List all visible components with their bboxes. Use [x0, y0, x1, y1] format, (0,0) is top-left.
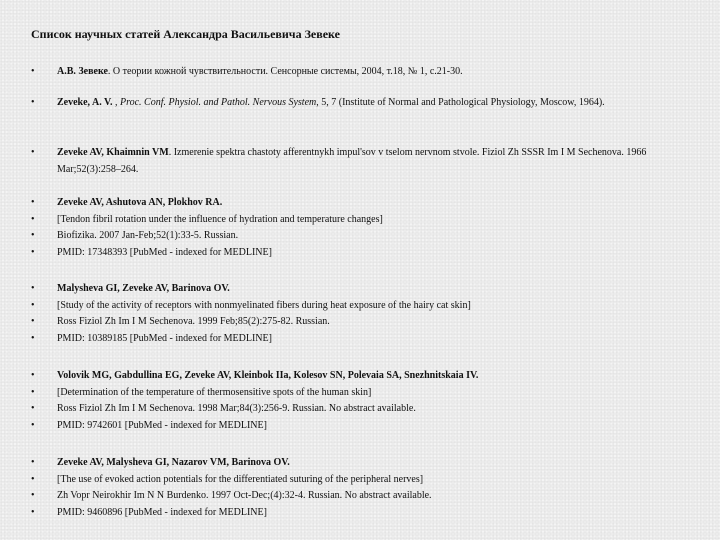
- bullet: •: [31, 490, 35, 501]
- bullet: •: [31, 506, 35, 518]
- list-item: [31, 281, 671, 347]
- article-pmid: PMID: 9460896 [PubMed - indexed for MEDLINE]: [57, 506, 267, 518]
- bullet: •: [31, 403, 35, 414]
- article-authors: Zeveke AV, Ashutova AN, Plokhov RA.: [57, 197, 223, 208]
- article-citation: , 5, 7 (Institute of Normal and Pathological Physiology, Moscow, 1964).: [316, 97, 605, 108]
- bullet: •: [31, 370, 35, 381]
- article-pmid: PMID: 10389185 [PubMed - indexed for MEDLINE]: [57, 332, 272, 344]
- citation-separator: ,: [112, 97, 120, 108]
- bullet: •: [31, 246, 35, 258]
- bullet: •: [31, 386, 35, 398]
- bullet: •: [31, 147, 35, 158]
- list-item: [31, 195, 671, 261]
- list-item: [31, 368, 671, 434]
- article-authors: Zeveke AV, Malysheva GI, Nazarov VM, Barinova OV.: [57, 457, 290, 468]
- bullet: •: [31, 473, 35, 485]
- article-pmid: PMID: 17348393 [PubMed - indexed for MEDLINE]: [57, 246, 272, 258]
- article-source: Biofizika. 2007 Jan-Feb;52(1):33-5. Russian.: [57, 230, 239, 241]
- bullet: •: [31, 213, 35, 225]
- bullet: •: [31, 97, 35, 108]
- bullet: •: [31, 332, 35, 344]
- bullet: •: [31, 66, 35, 77]
- article-authors: Volovik MG, Gabdullina EG, Zeveke AV, Kleinbok IIa, Kolesov SN, Polevaia SA, Snezhnitskaia IV.: [57, 370, 479, 381]
- bullet: •: [31, 299, 35, 311]
- article-pmid: PMID: 9742601 [PubMed - indexed for MEDLINE]: [57, 419, 267, 431]
- list-item: [31, 145, 671, 178]
- bullet: •: [31, 419, 35, 431]
- bullet: •: [31, 316, 35, 327]
- journal-title: Proc. Conf. Physiol. and Pathol. Nervous System: [119, 97, 317, 108]
- list-item: [31, 95, 671, 112]
- article-source: Ross Fiziol Zh Im I M Sechenova. 1998 Mar;84(3):256-9. Russian. No abstract available.: [57, 403, 416, 414]
- page-title: Список научных статей Александра Васильевича Зевеке: [31, 27, 340, 41]
- article-title: [Study of the activity of receptors with nonmyelinated fibers during heat exposure of the hairy cat skin]: [57, 299, 471, 311]
- article-authors: Zeveke, A. V.: [57, 97, 113, 108]
- bullet: •: [31, 283, 35, 294]
- article-source: Ross Fiziol Zh Im I M Sechenova. 1999 Feb;85(2):275-82. Russian.: [57, 316, 330, 327]
- article-title: [Tendon fibril rotation under the influence of hydration and temperature changes]: [57, 213, 383, 225]
- article-title: [Determination of the temperature of thermosensitive spots of the human skin]: [57, 386, 372, 398]
- article-citation: . Izmerenie spektra chastoty afferentnykh impul'sov v tselom nervnom stvole. Fiziol Zh SSSR Im I M Sechenova. 1966 Mar;52(3):258–264.: [57, 147, 647, 175]
- article-authors: Zeveke AV, Khaimnin VM: [57, 147, 169, 158]
- article-authors: А.В. Зевеке: [57, 66, 108, 77]
- article-authors: Malysheva GI, Zeveke AV, Barinova OV.: [57, 283, 230, 294]
- article-source: Zh Vopr Neirokhir Im N N Burdenko. 1997 Oct-Dec;(4):32-4. Russian. No abstract available.: [57, 490, 432, 501]
- article-citation: . О теории кожной чувствительности. Сенсорные системы, 2004, т.18, № 1, с.21-30.: [107, 66, 463, 77]
- bullet: •: [31, 457, 35, 468]
- list-item: [31, 64, 671, 81]
- bullet: •: [31, 230, 35, 241]
- bullet: •: [31, 197, 35, 208]
- list-item: [31, 455, 671, 521]
- article-title: [The use of evoked action potentials for the differentiated suturing of the peripheral nerves]: [57, 473, 424, 485]
